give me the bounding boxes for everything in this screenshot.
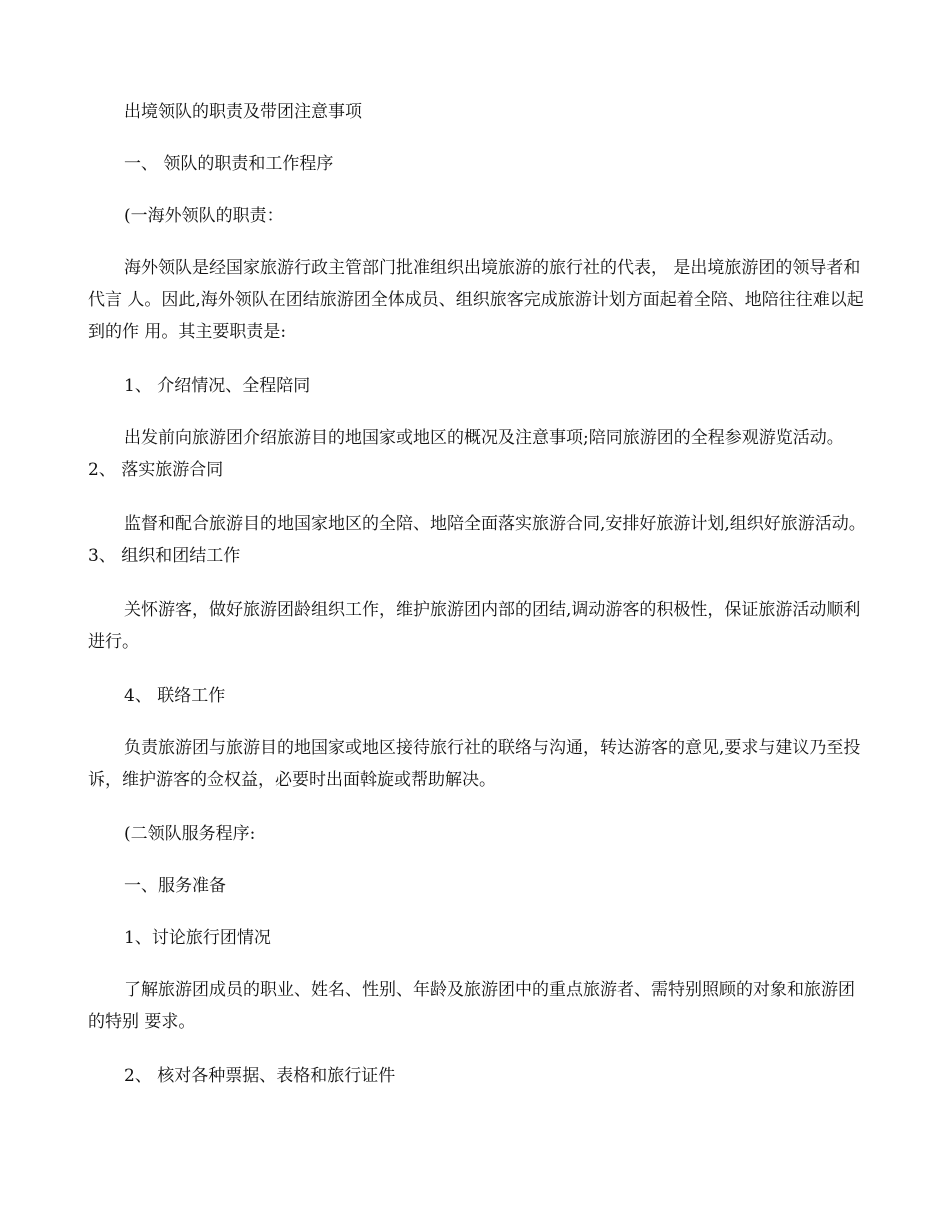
subsection-heading: (二领队服务程序: <box>124 824 256 844</box>
paragraph: 出发前向旅游团介绍旅游目的地国家或地区的概况及注意事项;陪同旅游团的全程参观游览活动。 2、 落实旅游合同 <box>88 428 844 480</box>
subsection-heading: (一海外领队的职责： <box>124 206 284 226</box>
paragraph: 了解旅游团成员的职业、姓名、性别、年龄及旅游团中的重点旅游者、需特别照顾的对象和旅游团的特别 要求。 <box>88 980 855 1032</box>
list-heading: 4、 联络工作 <box>124 686 226 706</box>
paragraph: 海外领队是经国家旅游行政主管部门批准组织出境旅游的旅行社的代表， 是出境旅游团的领导者和代言 人。因此,海外领队在团结旅游团全体成员、组织旅客完成旅游计划方面起着全陪、地陪往往难以起到的作 用。其主要职责是: <box>88 258 864 342</box>
document-title: 出境领队的职责及带团注意事项 <box>124 102 362 122</box>
list-heading: 1、 介绍情况、全程陪同 <box>124 376 311 396</box>
paragraph: 监督和配合旅游目的地国家地区的全陪、地陪全面落实旅游合同,安排好旅游计划,组织好旅游活动。 3、 组织和团结工作 <box>88 514 866 566</box>
paragraph: 负责旅游团与旅游目的地国家或地区接待旅行社的联络与沟通，转达游客的意见,要求与建议乃至投 诉，维护游客的佥权益，必要时出面斡旋或帮助解决。 <box>88 738 861 790</box>
section-heading: 一、服务准备 <box>124 876 226 896</box>
list-heading: 1、讨论旅行团情况 <box>124 928 271 948</box>
paragraph: 关怀游客，做好旅游团龄组织工作，维护旅游团内部的团结,调动游客的积极性，保证旅游活动顺利 进行。 <box>88 600 861 652</box>
list-heading: 2、 核对各种票据、表格和旅行证件 <box>124 1066 396 1086</box>
document-body <box>88 96 868 1112</box>
section-heading: 一、 领队的职责和工作程序 <box>124 154 334 174</box>
